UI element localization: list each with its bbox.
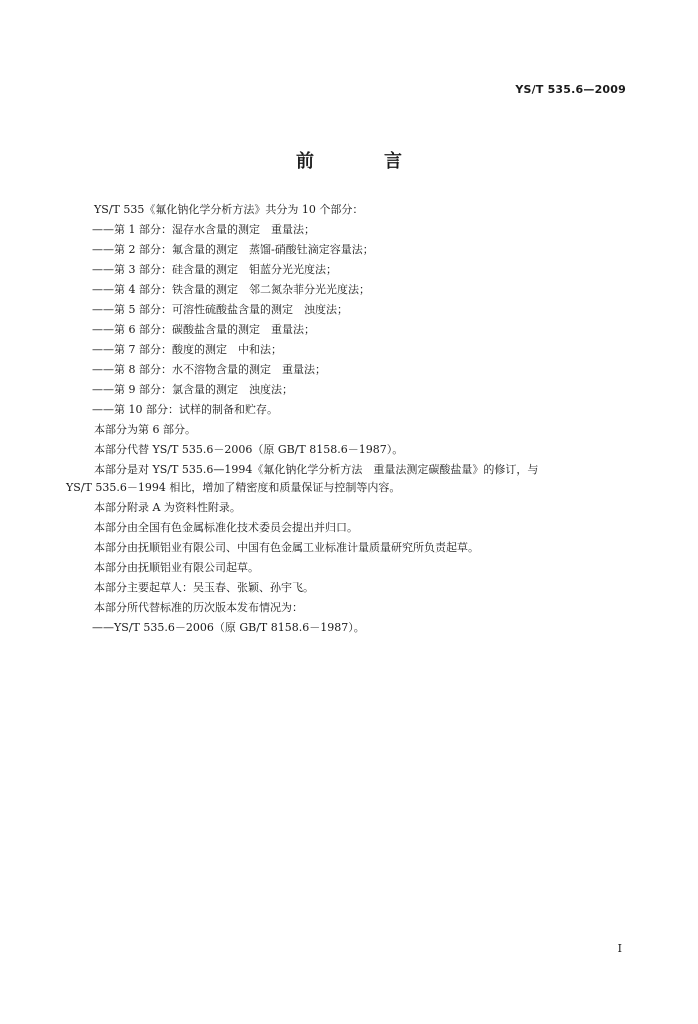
paragraph-drafters-names: 本部分主要起草人：吴玉春、张颖、孙宇飞。 bbox=[94, 581, 314, 594]
paragraph-revision-continued: YS/T 535.6－1994 相比，增加了精密度和质量保证与控制等内容。 bbox=[66, 481, 401, 494]
paragraph-part-number: 本部分为第 6 部分。 bbox=[94, 423, 196, 436]
list-item-part-7: ——第 7 部分：酸度的测定 中和法； bbox=[92, 343, 282, 356]
list-item-part-9: ——第 9 部分：氯含量的测定 浊度法； bbox=[92, 383, 293, 396]
paragraph-responsible-drafter: 本部分由抚顺铝业有限公司、中国有色金属工业标准计量质量研究所负责起草。 bbox=[94, 541, 479, 554]
list-item-part-10: ——第 10 部分：试样的制备和贮存。 bbox=[92, 403, 278, 416]
paragraph-proposer: 本部分由全国有色金属标准化技术委员会提出并归口。 bbox=[94, 521, 358, 534]
list-item-part-4: ——第 4 部分：铁含量的测定 邻二氮杂菲分光光度法； bbox=[92, 283, 370, 296]
document-code: YS/T 535.6—2009 bbox=[515, 83, 626, 96]
list-item-part-6: ——第 6 部分：碳酸盐含量的测定 重量法； bbox=[92, 323, 315, 336]
list-item-part-2: ——第 2 部分：氟含量的测定 蒸馏-硝酸钍滴定容量法； bbox=[92, 243, 374, 256]
page-title: 前 言 bbox=[296, 151, 428, 172]
paragraph-history-heading: 本部分所代替标准的历次版本发布情况为： bbox=[94, 601, 303, 614]
list-item-part-3: ——第 3 部分：硅含量的测定 钼蓝分光光度法； bbox=[92, 263, 337, 276]
list-item-part-8: ——第 8 部分：水不溶物含量的测定 重量法； bbox=[92, 363, 326, 376]
paragraph-annex: 本部分附录 A 为资料性附录。 bbox=[94, 501, 241, 514]
paragraph-revision: 本部分是对 YS/T 535.6—1994《氟化钠化学分析方法 重量法测定碳酸盐量》的修订，与 bbox=[94, 463, 539, 476]
list-item-part-5: ——第 5 部分：可溶性硫酸盐含量的测定 浊度法； bbox=[92, 303, 348, 316]
paragraph-intro: YS/T 535《氟化钠化学分析方法》共分为 10 个部分： bbox=[94, 203, 364, 216]
page-number: I bbox=[617, 942, 622, 955]
list-item-history: ——YS/T 535.6－2006（原 GB/T 8158.6－1987）。 bbox=[92, 621, 365, 634]
paragraph-replaces: 本部分代替 YS/T 535.6－2006（原 GB/T 8158.6－1987）。 bbox=[94, 443, 404, 456]
list-item-part-1: ——第 1 部分：湿存水含量的测定 重量法； bbox=[92, 223, 315, 236]
paragraph-drafter: 本部分由抚顺铝业有限公司起草。 bbox=[94, 561, 259, 574]
